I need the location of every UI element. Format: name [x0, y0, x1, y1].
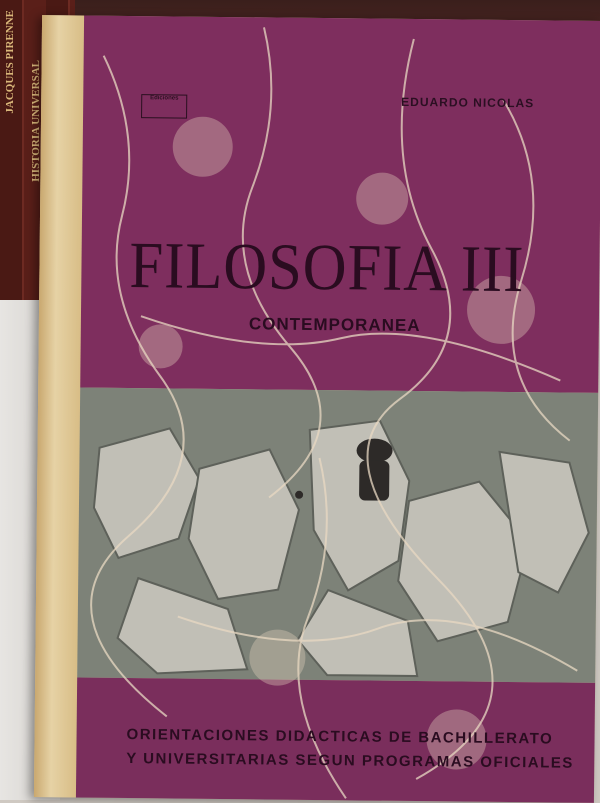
cover-footer-line-2: Y UNIVERSITARIAS SEGUN PROGRAMAS OFICIALES [126, 750, 574, 772]
publisher-logo [141, 94, 187, 118]
cover-footer-line-1: ORIENTACIONES DIDACTICAS DE BACHILLERATO [126, 726, 554, 748]
cover-illustration [77, 388, 598, 683]
spine-label: HISTORIA UNIVERSAL [30, 60, 42, 182]
book-subtitle: CONTEMPORANEA [248, 314, 421, 336]
author-name: EDUARDO NICOLAS [401, 94, 535, 111]
cover-top-panel [80, 16, 600, 393]
publisher-logo-text: Ediciones [150, 95, 179, 102]
book-cover [34, 15, 600, 803]
spine-label: JACQUES PIRENNE [4, 10, 16, 114]
book-title: FILOSOFIA III [129, 229, 525, 307]
